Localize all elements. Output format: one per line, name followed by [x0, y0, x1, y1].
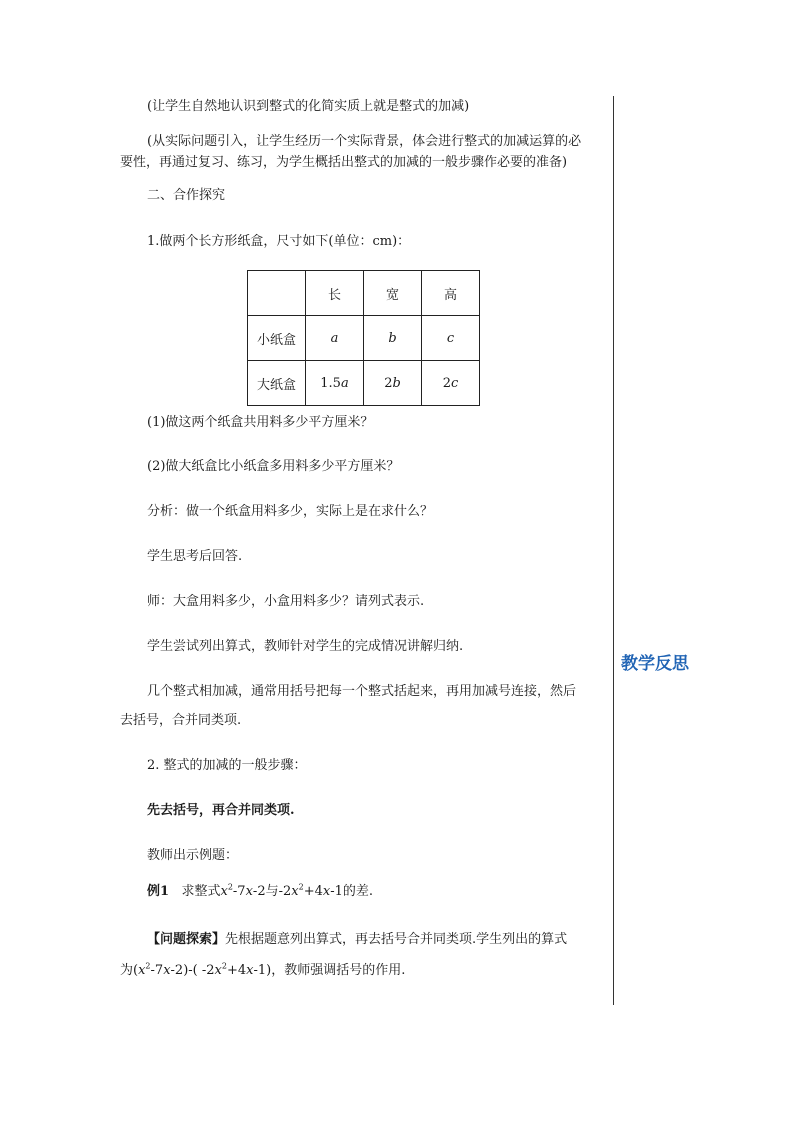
table-cell	[364, 361, 422, 406]
expr-text: -1	[330, 884, 343, 899]
table-header-row	[248, 271, 480, 316]
variable: x	[246, 963, 254, 978]
table-cell: a	[306, 316, 364, 361]
exponent: 2	[221, 961, 227, 971]
analysis-line: 分析：做一个纸盒用料多少，实际上是在求什么？	[147, 504, 434, 519]
summary-line-b: 去括号，合并同类项.	[120, 713, 242, 728]
table-header-cell: 高	[422, 271, 480, 316]
variable: a	[340, 375, 349, 391]
coefficient: 1.5	[320, 375, 341, 391]
example-1-line	[147, 882, 374, 899]
intro-line-2b: 要性，再通过复习、练习，为学生概括出整式的加减的一般步骤作必要的准备)	[120, 155, 568, 170]
exponent: 2	[145, 961, 151, 971]
table-cell: b	[364, 316, 422, 361]
explore-text: 先根据题意列出算式，再去括号合并同类项.学生列出的算式	[225, 932, 568, 947]
question-2: (2)做大纸盒比小纸盒多用料多少平方厘米？	[147, 459, 400, 474]
table-header-cell: 宽	[364, 271, 422, 316]
teacher-example-line: 教师出示例题：	[147, 848, 239, 863]
question-1: (1)做这两个纸盒共用料多少平方厘米？	[147, 415, 374, 430]
exponent: 2	[227, 882, 233, 892]
variable: x	[163, 963, 171, 978]
explore-line-2	[120, 961, 406, 978]
expr-text: -2	[252, 884, 266, 899]
expr-text: -2	[278, 884, 292, 899]
example-text: 求整式	[181, 884, 221, 899]
table-row	[248, 361, 480, 406]
table-cell	[422, 361, 480, 406]
row-label: 大纸盒	[248, 361, 306, 406]
table-header-cell	[248, 271, 306, 316]
example-text: 与	[265, 884, 279, 899]
section-heading: 二、合作探究	[147, 188, 226, 203]
teacher-question-line: 师：大盒用料多少，小盒用料多少？请列式表示.	[147, 594, 425, 609]
variable: x	[322, 884, 331, 899]
expr-text: -1)，教师强调括号的作用.	[253, 963, 406, 978]
coefficient: 2	[442, 375, 451, 391]
explore-tag: 【问题探索】	[147, 932, 226, 947]
expr-text: 为(	[120, 963, 139, 978]
student-try-line: 学生尝试列出算式，教师针对学生的完成情况讲解归纳.	[147, 639, 464, 654]
variable: x	[245, 884, 253, 899]
student-answer-line: 学生思考后回答.	[147, 549, 243, 564]
summary-line-a: 几个整式相加减，通常用括号把每一个整式括起来，再用加减号连接，然后	[147, 684, 577, 699]
table-row	[248, 316, 480, 361]
expr-text: -7	[232, 884, 246, 899]
intro-line-1: (让学生自然地认识到整式的化简实质上就是整式的加减)	[147, 99, 470, 114]
example-text: 的差.	[342, 884, 374, 899]
variable: b	[392, 375, 401, 391]
table-header-cell: 长	[306, 271, 364, 316]
table-cell: c	[422, 316, 480, 361]
variable: x	[291, 884, 299, 899]
expr-text: -2)-( -2	[170, 963, 215, 978]
variable: c	[451, 375, 459, 391]
coefficient: 2	[384, 375, 393, 391]
expr-text: -7	[150, 963, 164, 978]
teaching-reflection-label: 教学反思	[621, 654, 689, 674]
steps-rule: 先去括号，再合并同类项.	[147, 803, 295, 818]
variable: x	[214, 963, 222, 978]
row-label: 小纸盒	[248, 316, 306, 361]
box-dimension-table	[247, 270, 480, 406]
steps-title: 2. 整式的加减的一般步骤：	[147, 758, 307, 773]
table-cell	[306, 361, 364, 406]
exponent: 2	[298, 882, 304, 892]
explore-line-1	[147, 933, 567, 946]
expr-text: +4	[303, 884, 323, 899]
example-label: 例1	[147, 884, 170, 899]
variable: x	[138, 963, 146, 978]
variable: x	[220, 884, 228, 899]
intro-line-2a: (从实际问题引入，让学生经历一个实际背景，体会进行整式的加减运算的必	[147, 134, 582, 149]
expr-text: +4	[226, 963, 247, 978]
margin-divider	[613, 96, 614, 1005]
question-intro: 1.做两个长方形纸盒，尺寸如下(单位：cm)：	[147, 234, 411, 249]
